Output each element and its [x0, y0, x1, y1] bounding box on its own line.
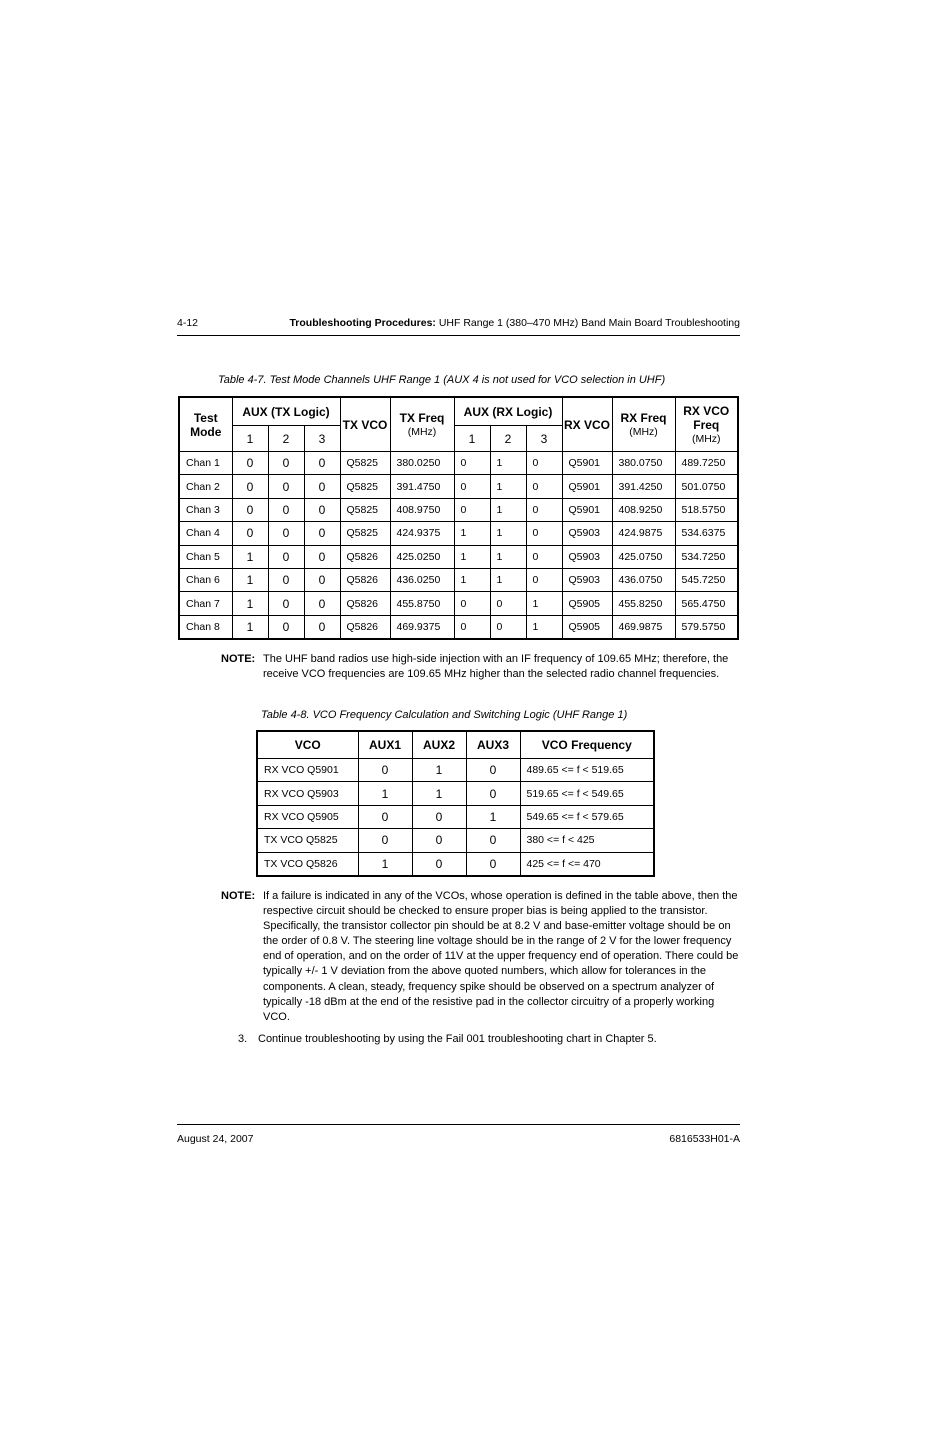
table-cell: 0	[526, 475, 562, 498]
table-cell: 0	[454, 475, 490, 498]
table-cell: 0	[466, 852, 520, 876]
table-cell: 0	[412, 829, 466, 852]
th-aux-tx-2: 2	[268, 426, 304, 452]
table-cell: 380.0750	[612, 452, 675, 475]
th-test-mode: Test Mode	[179, 397, 232, 452]
th-aux-rx-1: 1	[454, 426, 490, 452]
table-cell: 0	[412, 805, 466, 828]
table-row	[179, 545, 738, 568]
table-cell: 0	[268, 615, 304, 639]
table-cell: Q5903	[562, 568, 612, 591]
footer-doc-number: 6816533H01-A	[669, 1133, 740, 1145]
table-cell: 1	[232, 545, 268, 568]
th-rx-freq-label: RX Freq	[620, 410, 667, 425]
table-cell: 1	[358, 782, 412, 805]
table-cell: 1	[490, 452, 526, 475]
table-cell: 1	[490, 545, 526, 568]
header-title-bold: Troubleshooting Procedures:	[289, 317, 436, 329]
table-cell: Q5901	[562, 498, 612, 521]
th-rx-vco-freq	[675, 397, 738, 452]
table-cell: Q5901	[562, 452, 612, 475]
table-cell: 0	[232, 475, 268, 498]
table-cell: 469.9375	[390, 615, 454, 639]
table-cell: Q5825	[340, 452, 390, 475]
table-cell: 0	[232, 498, 268, 521]
th-tx-vco: TX VCO	[340, 397, 390, 452]
table-cell: 0	[526, 522, 562, 545]
table-cell: 425 <= f <= 470	[520, 852, 654, 876]
th-tx-freq-unit: (MHz)	[407, 425, 437, 438]
table-cell: 0	[358, 759, 412, 782]
th-vco: VCO	[257, 731, 358, 759]
table-cell: Q5826	[340, 615, 390, 639]
table-cell: 0	[526, 452, 562, 475]
th-rx-freq-unit: (MHz)	[629, 425, 658, 438]
note1-label: NOTE:	[221, 653, 256, 665]
header-rule	[177, 335, 740, 336]
table-cell: 0	[268, 522, 304, 545]
header-title-rest: UHF Range 1 (380–470 MHz) Band Main Board Troubleshooting	[435, 317, 740, 329]
table-cell: Chan 7	[179, 592, 232, 615]
th-aux2: AUX2	[412, 731, 466, 759]
table-cell: 0	[526, 545, 562, 568]
th-rx-vco: RX VCO	[562, 397, 612, 452]
table-cell: 518.5750	[675, 498, 738, 521]
th-aux-tx-3: 3	[304, 426, 340, 452]
table-cell: 489.7250	[675, 452, 738, 475]
table-cell: Q5903	[562, 545, 612, 568]
table-cell: 1	[526, 615, 562, 639]
footer-rule	[177, 1124, 740, 1125]
table-row	[179, 452, 738, 475]
table-cell: Chan 4	[179, 522, 232, 545]
table-cell: TX VCO Q5825	[257, 829, 358, 852]
table-cell: 424.9375	[390, 522, 454, 545]
table-cell: 455.8750	[390, 592, 454, 615]
table-cell: 1	[490, 475, 526, 498]
header-title	[289, 317, 740, 329]
th-rx-vco-freq-label: RX VCO Freq	[683, 403, 730, 432]
table-cell: Q5903	[562, 522, 612, 545]
table2-caption: Table 4-8. VCO Frequency Calculation and Switching Logic (UHF Range 1)	[261, 709, 628, 721]
table-cell: 425.0250	[390, 545, 454, 568]
table-cell: 1	[526, 592, 562, 615]
table-cell: 0	[268, 545, 304, 568]
note1-text: The UHF band radios use high-side injection with an IF frequency of 109.65 MHz; therefore, the receive VCO frequencies are 109.65 MHz higher than the selected radio channel frequencies.	[263, 653, 729, 681]
vco-switching-logic-table	[256, 730, 655, 877]
note2-text: If a failure is indicated in any of the VCOs, whose operation is defined in the table above, then the respective circuit should be checked to ensure proper bias is being applied to the transistor. Specifically, the transistor collector pin should be at 8.2 V and base-emitter voltage should be on the order of 0.8 V. The steering line voltage should be in the range of 2 V for the lower frequency end of operation, and on the order of 11V at the upper frequency end of operation. There could be typically +/- 1 V deviation from the above quoted numbers, which allow for tolerances in the components. A clean, steady, frequency spike should be observed on a spectrum analyzer of typically -18 dBm at the end of the resistive pad in the collector circuitry of a properly working VCO.	[263, 890, 739, 1023]
table-cell: 0	[268, 498, 304, 521]
table-cell: 0	[526, 568, 562, 591]
table-cell: 0	[412, 852, 466, 876]
table-cell: 579.5750	[675, 615, 738, 639]
table-cell: 0	[358, 805, 412, 828]
table-cell: 0	[466, 782, 520, 805]
table-cell: 1	[232, 615, 268, 639]
table-cell: 519.65 <= f < 549.65	[520, 782, 654, 805]
table-cell: 0	[304, 592, 340, 615]
step-number: 3.	[238, 1033, 248, 1045]
table-cell: 0	[268, 592, 304, 615]
table-cell: 408.9750	[390, 498, 454, 521]
table-cell: 0	[454, 615, 490, 639]
table-cell: Chan 5	[179, 545, 232, 568]
table-cell: 391.4250	[612, 475, 675, 498]
table-cell: 1	[454, 568, 490, 591]
table-row	[179, 475, 738, 498]
table-cell: 0	[304, 615, 340, 639]
table-cell: 1	[232, 568, 268, 591]
table-row	[179, 615, 738, 639]
table-cell: Q5905	[562, 615, 612, 639]
th-aux-tx-1: 1	[232, 426, 268, 452]
table-cell: 0	[304, 568, 340, 591]
table-cell: 565.4750	[675, 592, 738, 615]
table-cell: 0	[304, 475, 340, 498]
page-number: 4-12	[177, 317, 199, 329]
th-aux3: AUX3	[466, 731, 520, 759]
table-cell: Chan 8	[179, 615, 232, 639]
table-cell: 0	[268, 475, 304, 498]
table-cell: Q5825	[340, 475, 390, 498]
table-cell: Chan 1	[179, 452, 232, 475]
table-cell: 1	[412, 759, 466, 782]
table-cell: 534.6375	[675, 522, 738, 545]
table-cell: Q5901	[562, 475, 612, 498]
table-row	[257, 759, 654, 782]
th-aux-rx: AUX (RX Logic)	[454, 397, 562, 426]
table-cell: 0	[466, 829, 520, 852]
table-cell: Q5825	[340, 522, 390, 545]
th-aux-rx-2: 2	[490, 426, 526, 452]
th-aux-tx: AUX (TX Logic)	[232, 397, 340, 426]
table-cell: 0	[232, 452, 268, 475]
table-cell: 380 <= f < 425	[520, 829, 654, 852]
table-cell: 0	[358, 829, 412, 852]
table-cell: 1	[412, 782, 466, 805]
table-row	[257, 782, 654, 805]
table-cell: 549.65 <= f < 579.65	[520, 805, 654, 828]
table-cell: 1	[466, 805, 520, 828]
table-cell: 0	[490, 615, 526, 639]
table-cell: Q5905	[562, 592, 612, 615]
table-cell: 1	[454, 545, 490, 568]
page-header	[177, 317, 740, 337]
table-cell: 380.0250	[390, 452, 454, 475]
table-cell: Q5825	[340, 498, 390, 521]
table-cell: 0	[304, 522, 340, 545]
table-cell: RX VCO Q5903	[257, 782, 358, 805]
table-cell: 436.0750	[612, 568, 675, 591]
table-cell: Q5826	[340, 592, 390, 615]
table-cell: RX VCO Q5901	[257, 759, 358, 782]
table-cell: 424.9875	[612, 522, 675, 545]
table-cell: 391.4750	[390, 475, 454, 498]
table-cell: Chan 6	[179, 568, 232, 591]
th-aux-rx-3: 3	[526, 426, 562, 452]
table-cell: 1	[490, 498, 526, 521]
table-cell: 0	[232, 522, 268, 545]
table-cell: 0	[304, 452, 340, 475]
table-cell: 455.8250	[612, 592, 675, 615]
table-row	[179, 498, 738, 521]
table-cell: 0	[304, 545, 340, 568]
table1-caption: Table 4-7. Test Mode Channels UHF Range 1 (AUX 4 is not used for VCO selection in UHF)	[218, 374, 666, 386]
table-cell: 0	[454, 498, 490, 521]
table-cell: Q5826	[340, 545, 390, 568]
table-row	[257, 805, 654, 828]
step-text: Continue troubleshooting by using the Fail 001 troubleshooting chart in Chapter 5.	[258, 1033, 657, 1045]
table-cell: 436.0250	[390, 568, 454, 591]
th-rx-vco-freq-unit: (MHz)	[691, 432, 721, 445]
table-cell: 1	[454, 522, 490, 545]
table-cell: TX VCO Q5826	[257, 852, 358, 876]
table-cell: 1	[232, 592, 268, 615]
table-cell: 1	[490, 568, 526, 591]
table-cell: 0	[466, 759, 520, 782]
test-mode-channels-table	[178, 396, 739, 640]
th-tx-freq-label: TX Freq	[399, 410, 445, 425]
table-cell: RX VCO Q5905	[257, 805, 358, 828]
table-cell: 0	[304, 498, 340, 521]
table-cell: 0	[526, 498, 562, 521]
table-cell: 469.9875	[612, 615, 675, 639]
th-tx-freq	[390, 397, 454, 452]
table-cell: 425.0750	[612, 545, 675, 568]
table-cell: 0	[268, 452, 304, 475]
table-row	[179, 568, 738, 591]
table-cell: Chan 2	[179, 475, 232, 498]
table-cell: Chan 3	[179, 498, 232, 521]
th-vco-frequency: VCO Frequency	[520, 731, 654, 759]
table-cell: 1	[490, 522, 526, 545]
table-cell: 0	[454, 592, 490, 615]
footer-date: August 24, 2007	[177, 1133, 254, 1145]
th-rx-freq	[612, 397, 675, 452]
table-cell: 0	[454, 452, 490, 475]
table-row	[179, 592, 738, 615]
table-row	[257, 829, 654, 852]
table-cell: 1	[358, 852, 412, 876]
table-cell: 545.7250	[675, 568, 738, 591]
table-cell: Q5826	[340, 568, 390, 591]
table-cell: 0	[268, 568, 304, 591]
table-cell: 489.65 <= f < 519.65	[520, 759, 654, 782]
th-aux1: AUX1	[358, 731, 412, 759]
table-cell: 0	[490, 592, 526, 615]
table-cell: 501.0750	[675, 475, 738, 498]
table-cell: 534.7250	[675, 545, 738, 568]
table-cell: 408.9250	[612, 498, 675, 521]
table-row	[179, 522, 738, 545]
note2-label: NOTE:	[221, 890, 256, 902]
table-row	[257, 852, 654, 876]
